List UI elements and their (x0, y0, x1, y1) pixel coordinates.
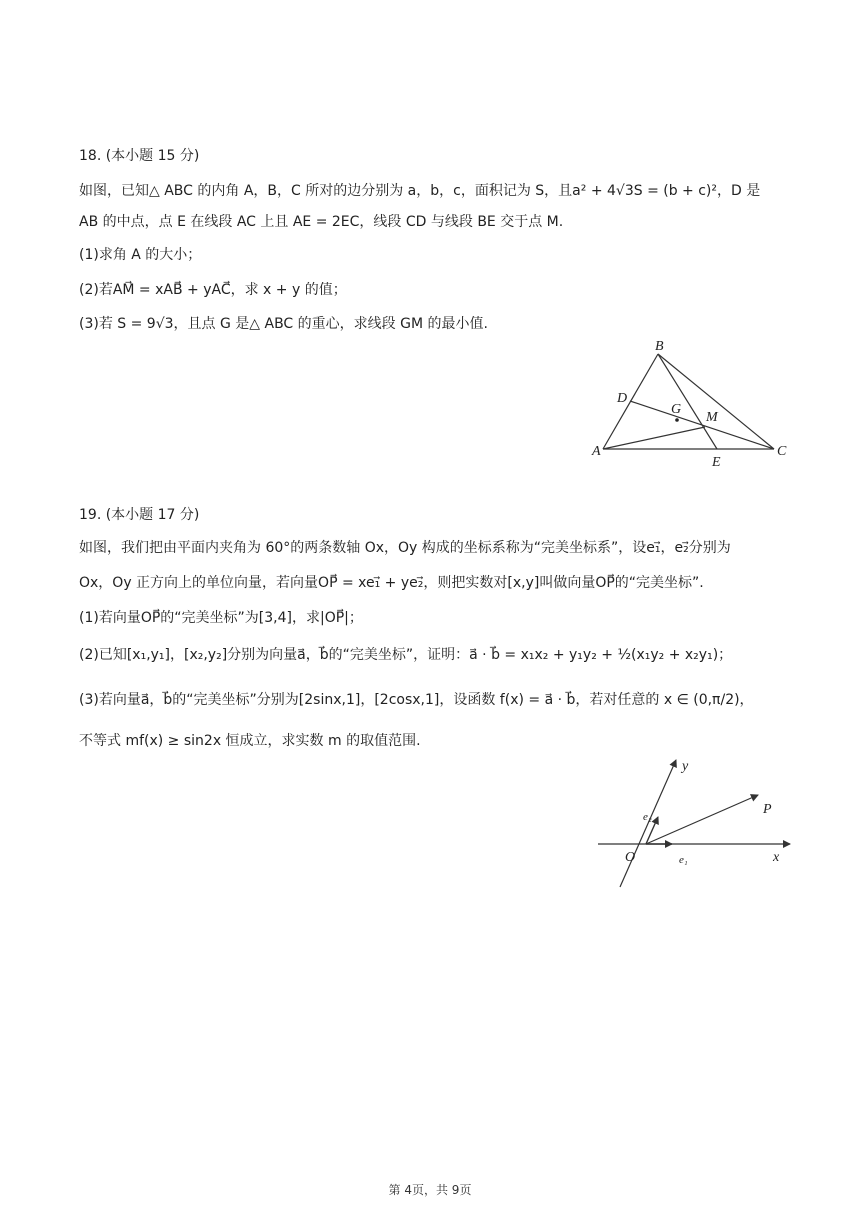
label-a: A (592, 444, 601, 459)
y-axis (620, 760, 676, 887)
q18-header: 18. (本小题 15 分) (79, 148, 200, 164)
label-b: B (655, 339, 664, 354)
q18-stem-line-1: 如图，已知△ ABC 的内角 A，B，C 所对的边分别为 a，b，c，面积记为 S，且a² + 4√3S = (b + c)²，D 是 (79, 183, 761, 199)
q18-stem-line-2: AB 的中点，点 E 在线段 AC 上且 AE = 2EC，线段 CD 与线段 BE 交于点 M. (79, 214, 564, 230)
label-e2: e₂⃗ (643, 811, 661, 823)
label-m: M (706, 410, 718, 425)
q18-part-3: (3)若 S = 9√3，且点 G 是△ ABC 的重心，求线段 GM 的最小值. (79, 316, 488, 332)
q19-part-2: (2)已知[x₁,y₁]，[x₂,y₂]分别为向量a⃗，b⃗的“完美坐标”，证明：a⃗ · b⃗ = x₁x₂ + y₁y₂ + ½(x₁y₂ + x₂y₁)； (79, 647, 733, 663)
q18-part-1: (1)求角 A 的大小； (79, 247, 202, 263)
q19-part-3-continued: 不等式 mf(x) ≥ sin2x 恒成立，求实数 m 的取值范围. (79, 733, 421, 749)
coordinate-figure (592, 750, 802, 890)
page-footer: 第 4页，共 9页 (388, 1183, 472, 1197)
q19-part-1: (1)若向量OP⃗的“完美坐标”为[3,4]，求|OP⃗|； (79, 610, 363, 626)
q19-part-3: (3)若向量a⃗，b⃗的“完美坐标”分别为[2sinx,1]，[2cosx,1]，设函数 f(x) = a⃗ · b⃗，若对任意的 x ∈ (0,π/2)， (79, 692, 754, 708)
q19-stem-line-1: 如图，我们把由平面内夹角为 60°的两条数轴 Ox，Oy 构成的坐标系称为“完美坐标系”，设e₁⃗，e₂⃗分别为 (79, 540, 731, 556)
q18-part-2: (2)若AM⃗ = xAB⃗ + yAC⃗，求 x + y 的值； (79, 282, 347, 298)
q19-header: 19. (本小题 17 分) (79, 507, 200, 523)
vector-op (646, 795, 758, 844)
label-y: y (682, 759, 689, 774)
q19-stem-line-2: Ox，Oy 正方向上的单位向量，若向量OP⃗ = xe₁⃗ + ye₂⃗，则把实数对[x,y]叫做向量OP⃗的“完美坐标”. (79, 575, 704, 591)
label-c: C (777, 444, 787, 459)
label-e: E (712, 455, 721, 470)
label-p: P (763, 802, 772, 817)
label-o: O (625, 850, 636, 865)
label-e1: e₁⃗ (679, 854, 697, 866)
point-g (675, 418, 679, 422)
label-g: G (671, 402, 682, 417)
triangle-figure (580, 335, 795, 470)
label-x: x (773, 850, 780, 865)
label-d: D (617, 391, 628, 406)
segment-am (603, 427, 705, 449)
